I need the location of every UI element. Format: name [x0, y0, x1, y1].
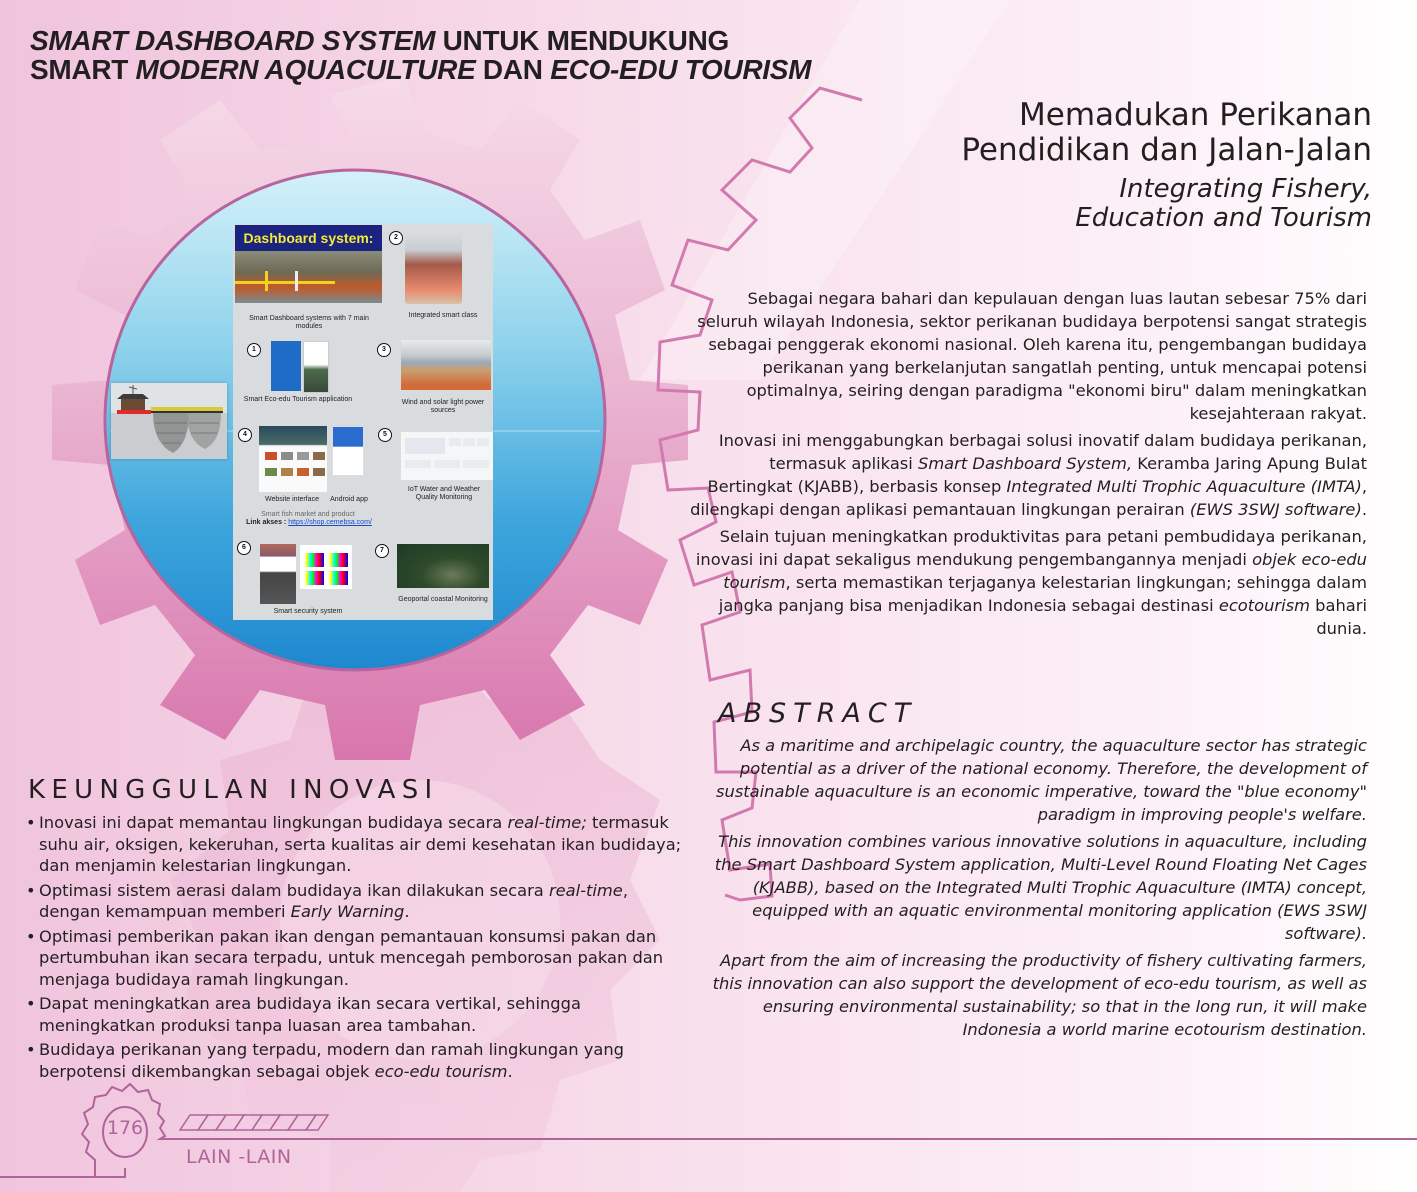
- module-number: 7: [375, 544, 389, 558]
- text: Inovasi ini dapat memantau lingkungan budidaya secara: [39, 813, 508, 832]
- product-thumb: [297, 452, 309, 460]
- text: termasuk suhu air, oksigen, kekeruhan, serta kualitas air demi kesehatan ikan budidaya; dan menjamin kelestarian lingkungan.: [39, 813, 682, 875]
- text-italic: Early Warning: [290, 902, 405, 921]
- market-caption: Smart fish market and product: [261, 511, 355, 518]
- android-app-screenshot: [332, 426, 364, 476]
- floating-cage-drawing: [111, 383, 227, 459]
- list-item: [26, 880, 686, 923]
- text: Selain tujuan meningkatkan produktivitas para petani pembudidaya perikanan, inovasi ini dapat sekaligus mendukung pengembangannya menjadi: [695, 527, 1367, 569]
- website-screenshot: [259, 426, 327, 492]
- geoportal-map-screenshot: [397, 544, 489, 588]
- title-line-2: [30, 54, 811, 85]
- sensor-tile: [449, 438, 461, 446]
- product-thumb: [297, 468, 309, 476]
- railing-post: [295, 271, 298, 291]
- text-italic: (EWS 3SWJ software): [1189, 500, 1362, 519]
- product-thumb: [313, 452, 325, 460]
- module-photo-solar: [401, 340, 491, 390]
- camera-feed: [328, 571, 348, 585]
- text: Inovasi ini menggabungkan berbagai solusi inovatif dalam budidaya perikanan, termasuk aplikasi: [718, 431, 1367, 473]
- railing-post: [265, 271, 268, 291]
- module-label: Website interface: [265, 496, 319, 503]
- module-label: Smart security system: [273, 608, 343, 615]
- list-item: [26, 993, 686, 1036]
- collage-content: [233, 224, 493, 620]
- title-italic-part: SMART DASHBOARD SYSTEM: [30, 25, 436, 56]
- security-app-screenshot: [260, 544, 296, 604]
- paragraph-3: [687, 525, 1367, 640]
- camera-feed: [304, 553, 324, 567]
- abstract-text: [707, 734, 1367, 1045]
- text: Budidaya perikanan yang terpadu, modern dan ramah lingkungan yang berpotensi dikembangkan sebagai objek: [39, 1040, 624, 1081]
- title-line-1: [30, 25, 729, 56]
- module-label: Integrated smart class: [408, 312, 478, 319]
- heading-en-line-2: Education and Tourism: [1075, 203, 1372, 233]
- text: .: [507, 1061, 513, 1081]
- title-normal-part: UNTUK MENDUKUNG: [435, 25, 729, 56]
- page-number: 176: [106, 1117, 144, 1139]
- text-italic: real-time: [548, 880, 623, 900]
- abstract-paragraph-1: As a maritime and archipelagic country, the aquaculture sector has strategic potential as a driver of the national economy. Therefore, the development of sustainable aquaculture is an economic imperative, toward the "blue economy" paradigm in improving people's welfare.: [716, 736, 1367, 824]
- railing: [235, 281, 335, 284]
- page-title: [30, 26, 811, 84]
- heading-id-line-2: Pendidikan dan Jalan-Jalan: [961, 132, 1372, 168]
- sensor-tile: [405, 460, 431, 468]
- text: , serta memastikan terjaganya kelestarian lingkungan; sehingga dalam jangka panjang bisa menjadikan Indonesia sebagai destinasi: [718, 573, 1367, 615]
- product-thumb: [281, 452, 293, 460]
- map-thumb: [405, 438, 445, 454]
- text: Optimasi pemberikan pakan ikan dengan pemantauan konsumsi pakan dan pertumbuhan ikan secara terpadu, untuk mencegah pemborosan pakan dan menjaga budidaya ramah lingkungan.: [39, 926, 664, 989]
- text: .: [404, 902, 410, 921]
- text-italic: Smart Dashboard System,: [917, 454, 1133, 473]
- module-label: Android app: [330, 496, 368, 503]
- module-number: 3: [377, 343, 391, 357]
- title-part: SMART: [30, 54, 136, 85]
- caption-main: Smart Dashboard systems with 7 main modules: [249, 315, 369, 330]
- text: Optimasi sistem aerasi dalam budidaya ikan dilakukan secara: [39, 880, 549, 900]
- dashboard-banner: Dashboard system:: [235, 225, 382, 251]
- product-thumb: [265, 468, 277, 476]
- text-italic: eco-edu tourism: [374, 1061, 508, 1081]
- link-line: [239, 519, 379, 527]
- sensor-tile: [434, 460, 460, 468]
- module-number: 5: [378, 428, 392, 442]
- security-camera-grid: [299, 544, 353, 590]
- text-italic: ecotourism: [1218, 596, 1310, 615]
- text: Dapat meningkatkan area budidaya ikan secara vertikal, sehingga meningkatkan produksi tanpa luasan area tambahan.: [39, 994, 581, 1035]
- module-label: Wind and solar light power sources: [401, 399, 485, 414]
- paragraph-1: Sebagai negara bahari dan kepulauan dengan luas lautan sebesar 75% dari seluruh wilayah Indonesia, sektor perikanan budidaya berpotensi sangat strategis sebagai penggerak ekonomi nasional. Oleh karena itu, pengembangan budidaya perikanan yang berkelanjutan sangatlah penting, untuk mencapai potensi optimalnya, seiring dengan paradigma "ekonomi biru" dalam meningkatkan kesejahteraan rakyat.: [697, 289, 1367, 423]
- module-label: Smart Eco-edu Tourism application: [243, 396, 353, 403]
- module-label: Geoportal coastal Monitoring: [398, 596, 488, 603]
- module-number: 1: [247, 343, 261, 357]
- dashboard-collage-image: [233, 224, 493, 620]
- app-screenshot-1: [271, 341, 301, 391]
- module-number: 2: [389, 231, 403, 245]
- heading-id-line-1: Memadukan Perikanan: [1019, 97, 1372, 133]
- abstract-paragraph-2: This innovation combines various innovative solutions in aquaculture, including the Smart Dashboard System application, Multi-Level Round Floating Net Cages (KJABB), based on the Integrated Multi Trophic Aquaculture (IMTA) concept, equipped with an aquatic environmental monitoring application (EWS 3SWJ software).: [714, 832, 1367, 943]
- text: , dilengkapi dengan aplikasi pemantauan lingkungan perairan: [690, 477, 1367, 519]
- camera-feed: [304, 571, 324, 585]
- section-label: LAIN -LAIN: [186, 1146, 292, 1168]
- list-item: [26, 1039, 686, 1082]
- keunggulan-heading: KEUNGGULAN INOVASI: [28, 775, 439, 805]
- module-photo-smart-class: [405, 232, 462, 304]
- text-italic: objek eco-edu tourism: [723, 550, 1367, 592]
- abstract-paragraph-3: Apart from the aim of increasing the productivity of fishery cultivating farmers, this innovation can also support the development of eco-edu tourism, as well as ensuring environmental sustainability; so that in the long run, it will make Indonesia a world marine ecotourism destination.: [712, 951, 1367, 1039]
- heading-english: [1075, 175, 1372, 233]
- paragraph-2: [687, 429, 1367, 521]
- link-label: Link akses :: [246, 519, 289, 526]
- sensor-tile: [477, 438, 489, 446]
- heading-en-line-1: Integrating Fishery,: [1119, 174, 1372, 204]
- heading-indonesian: [961, 98, 1372, 168]
- module-label: IoT Water and Weather Quality Monitoring: [407, 486, 481, 501]
- sensor-tile: [463, 460, 489, 468]
- text-italic: Integrated Multi Trophic Aquaculture (IMTA): [1006, 477, 1362, 496]
- text: , dengan kemampuan memberi: [39, 880, 628, 921]
- camera-feed: [328, 553, 348, 567]
- shop-link[interactable]: https://shop.cemebsa.com/: [288, 519, 372, 526]
- keunggulan-list: [26, 812, 686, 1085]
- dashboard-photo: [235, 251, 382, 303]
- product-thumb: [265, 452, 277, 460]
- text: bahari dunia.: [1309, 596, 1367, 638]
- product-thumb: [281, 468, 293, 476]
- indonesian-description: [687, 287, 1367, 644]
- title-italic-part: ECO-EDU TOURISM: [550, 54, 812, 85]
- list-item: [26, 812, 686, 877]
- text-italic: real-time;: [507, 813, 587, 832]
- app-screenshot-2: [303, 341, 329, 393]
- title-italic-part: MODERN AQUACULTURE: [135, 54, 476, 85]
- text: .: [1361, 500, 1367, 519]
- iot-monitoring-screenshot: [400, 431, 493, 481]
- title-part: DAN: [475, 54, 551, 85]
- abstract-heading: ABSTRACT: [718, 698, 918, 729]
- cage-illustration: [111, 383, 227, 459]
- product-thumb: [313, 468, 325, 476]
- module-number: 6: [237, 541, 251, 555]
- sensor-tile: [463, 438, 475, 446]
- list-item: [26, 926, 686, 991]
- module-number: 4: [238, 428, 252, 442]
- text: Keramba Jaring Apung Bulat Bertingkat (KJABB), berbasis konsep: [707, 454, 1367, 496]
